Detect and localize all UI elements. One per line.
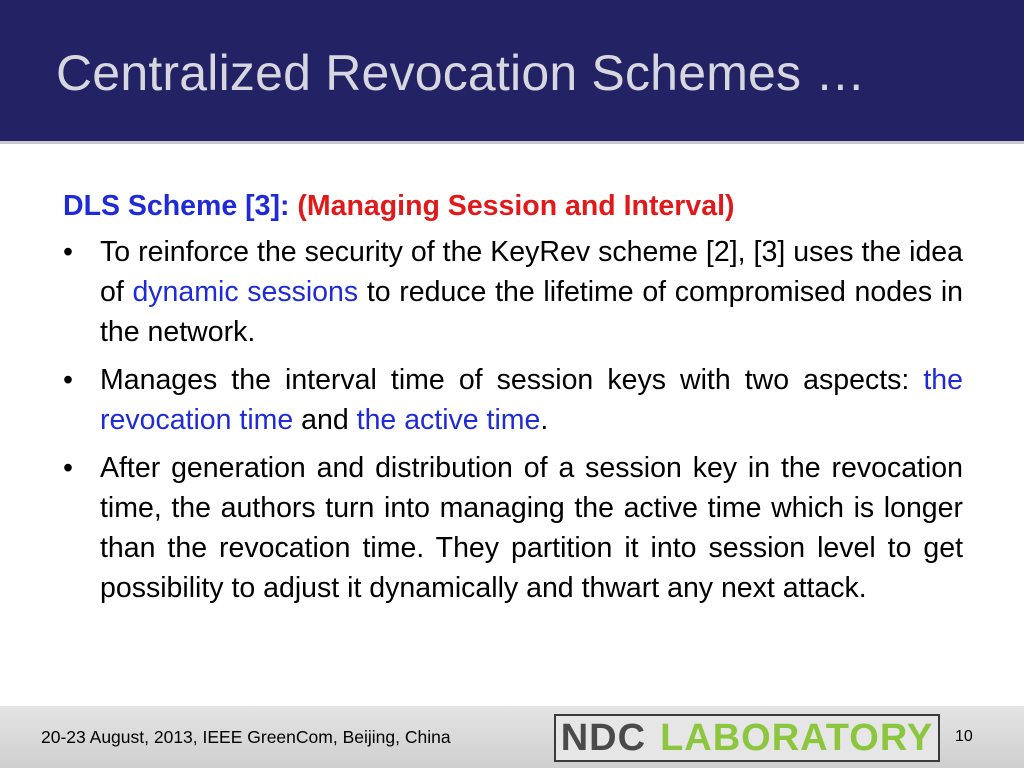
heading-scheme-name: DLS Scheme [3]: (63, 190, 290, 222)
bullet-text: Manages the interval time of session keys with two aspects: (100, 364, 924, 396)
section-heading (63, 186, 963, 226)
highlight-dynamic-sessions: dynamic sessions (132, 276, 359, 308)
heading-subtitle: (Managing Session and Interval) (297, 190, 735, 222)
slide-title: Centralized Revocation Schemes … (56, 45, 866, 101)
bullet-icon: • (63, 452, 73, 484)
ndc-laboratory-logo (554, 714, 940, 762)
bullet-icon: • (63, 236, 73, 268)
footer-bar (0, 706, 1024, 768)
bullet-text: To reinforce the security of the KeyRev scheme [2], [3] uses the idea of (100, 236, 963, 308)
bullet-item (63, 232, 963, 352)
title-bar (0, 0, 1024, 144)
slide-body (63, 186, 963, 616)
footer-event: 20-23 August, 2013, IEEE GreenCom, Beijing, China (41, 727, 451, 747)
logo-text-laboratory: LABORATORY (660, 716, 934, 759)
bullet-list (63, 232, 963, 608)
logo-text-ndc: NDC (560, 716, 647, 759)
page-number: 10 (955, 728, 973, 745)
bullet-item (63, 448, 963, 608)
bullet-item (63, 360, 963, 440)
bullet-icon: • (63, 364, 73, 396)
bullet-text: and (293, 404, 357, 436)
highlight-revocation-time: the revocation time (100, 364, 963, 436)
bullet-text: to reduce the lifetime of compromised nodes in the network. (100, 276, 963, 348)
bullet-text: After generation and distribution of a session key in the revocation time, the authors turn into managing the active time which is longer than the revocation time. They partition it into session level to get possibility to adjust it dynamically and thwart any next attack. (100, 452, 963, 604)
bullet-text: . (540, 404, 549, 436)
highlight-active-time: the active time (356, 404, 541, 436)
